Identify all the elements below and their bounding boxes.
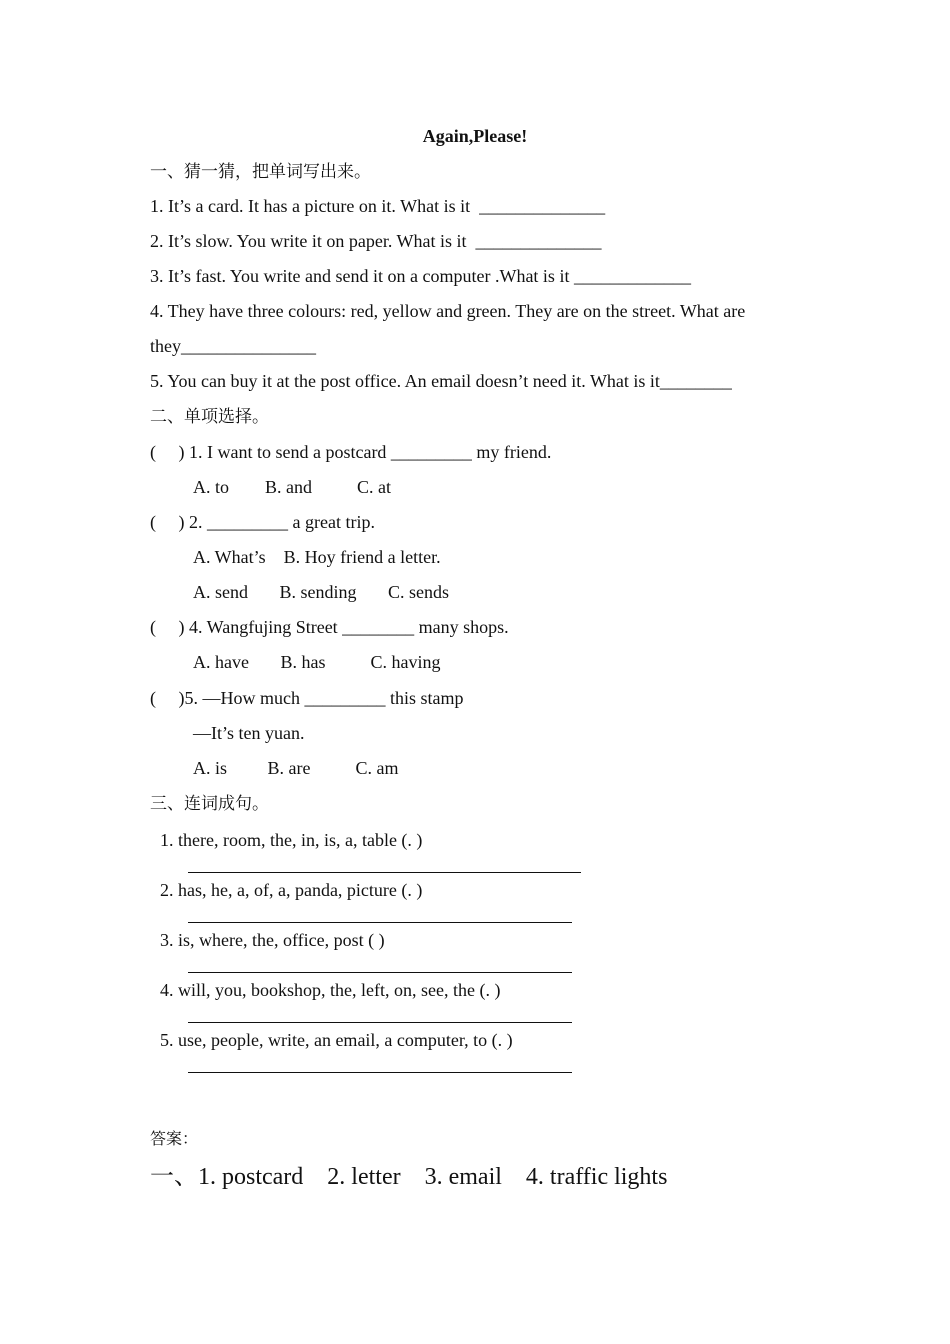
s3-item-1: 1. there, room, the, in, is, a, table (. ) xyxy=(160,830,423,850)
s3-item-2: 2. has, he, a, of, a, panda, picture (. ) xyxy=(160,880,423,900)
s2-question-4: ( ) 4. Wangfujing Street ________ many shops. xyxy=(150,617,509,637)
section3-heading: 三、连词成句。 xyxy=(150,794,269,814)
s1-question-5: 5. You can buy it at the post office. An email doesn’t need it. What is it________ xyxy=(150,371,732,391)
s1-question-4-line-1: 4. They have three colours: red, yellow and green. They are on the street. What are xyxy=(150,301,746,321)
s2-question-5-options: A. is B. are C. am xyxy=(193,758,399,778)
s3-answer-line-2 xyxy=(188,922,572,923)
s1-question-4-line-2: they_______________ xyxy=(150,336,316,356)
s3-answer-line-4 xyxy=(188,1022,572,1023)
answers-heading: 答案： xyxy=(150,1129,199,1148)
s3-item-3: 3. is, where, the, office, post ( ) xyxy=(160,930,385,950)
s1-question-1: 1. It’s a card. It has a picture on it. What is it ______________ xyxy=(150,196,606,216)
s2-question-1-options: A. to B. and C. at xyxy=(193,477,391,497)
s3-item-4: 4. will, you, bookshop, the, left, on, see, the (. ) xyxy=(160,980,501,1000)
s2-question-4-options: A. have B. has C. having xyxy=(193,652,441,672)
s2-question-2-options: A. What’s B. Hoy friend a letter. xyxy=(193,547,441,567)
answers-line-1: 一、1. postcard 2. letter 3. email 4. traffic lights xyxy=(150,1164,668,1190)
s2-question-3-options: A. send B. sending C. sends xyxy=(193,582,449,602)
s2-question-2: ( ) 2. _________ a great trip. xyxy=(150,512,375,532)
s3-answer-line-3 xyxy=(188,972,572,973)
s3-answer-line-5 xyxy=(188,1072,572,1073)
s2-question-5: ( )5. —How much _________ this stamp xyxy=(150,688,464,708)
section2-heading: 二、单项选择。 xyxy=(150,407,269,427)
s1-question-2: 2. It’s slow. You write it on paper. What is it ______________ xyxy=(150,231,602,251)
page-title: Again,Please! xyxy=(422,126,528,146)
s1-question-3: 3. It’s fast. You write and send it on a computer .What is it _____________ xyxy=(150,266,691,286)
s3-answer-line-1 xyxy=(188,872,581,873)
s2-question-5-reply: —It’s ten yuan. xyxy=(193,723,305,743)
s2-question-1: ( ) 1. I want to send a postcard _________ my friend. xyxy=(150,442,552,462)
section1-heading: 一、猜一猜，把单词写出来。 xyxy=(150,162,371,182)
s3-item-5: 5. use, people, write, an email, a computer, to (. ) xyxy=(160,1030,513,1050)
